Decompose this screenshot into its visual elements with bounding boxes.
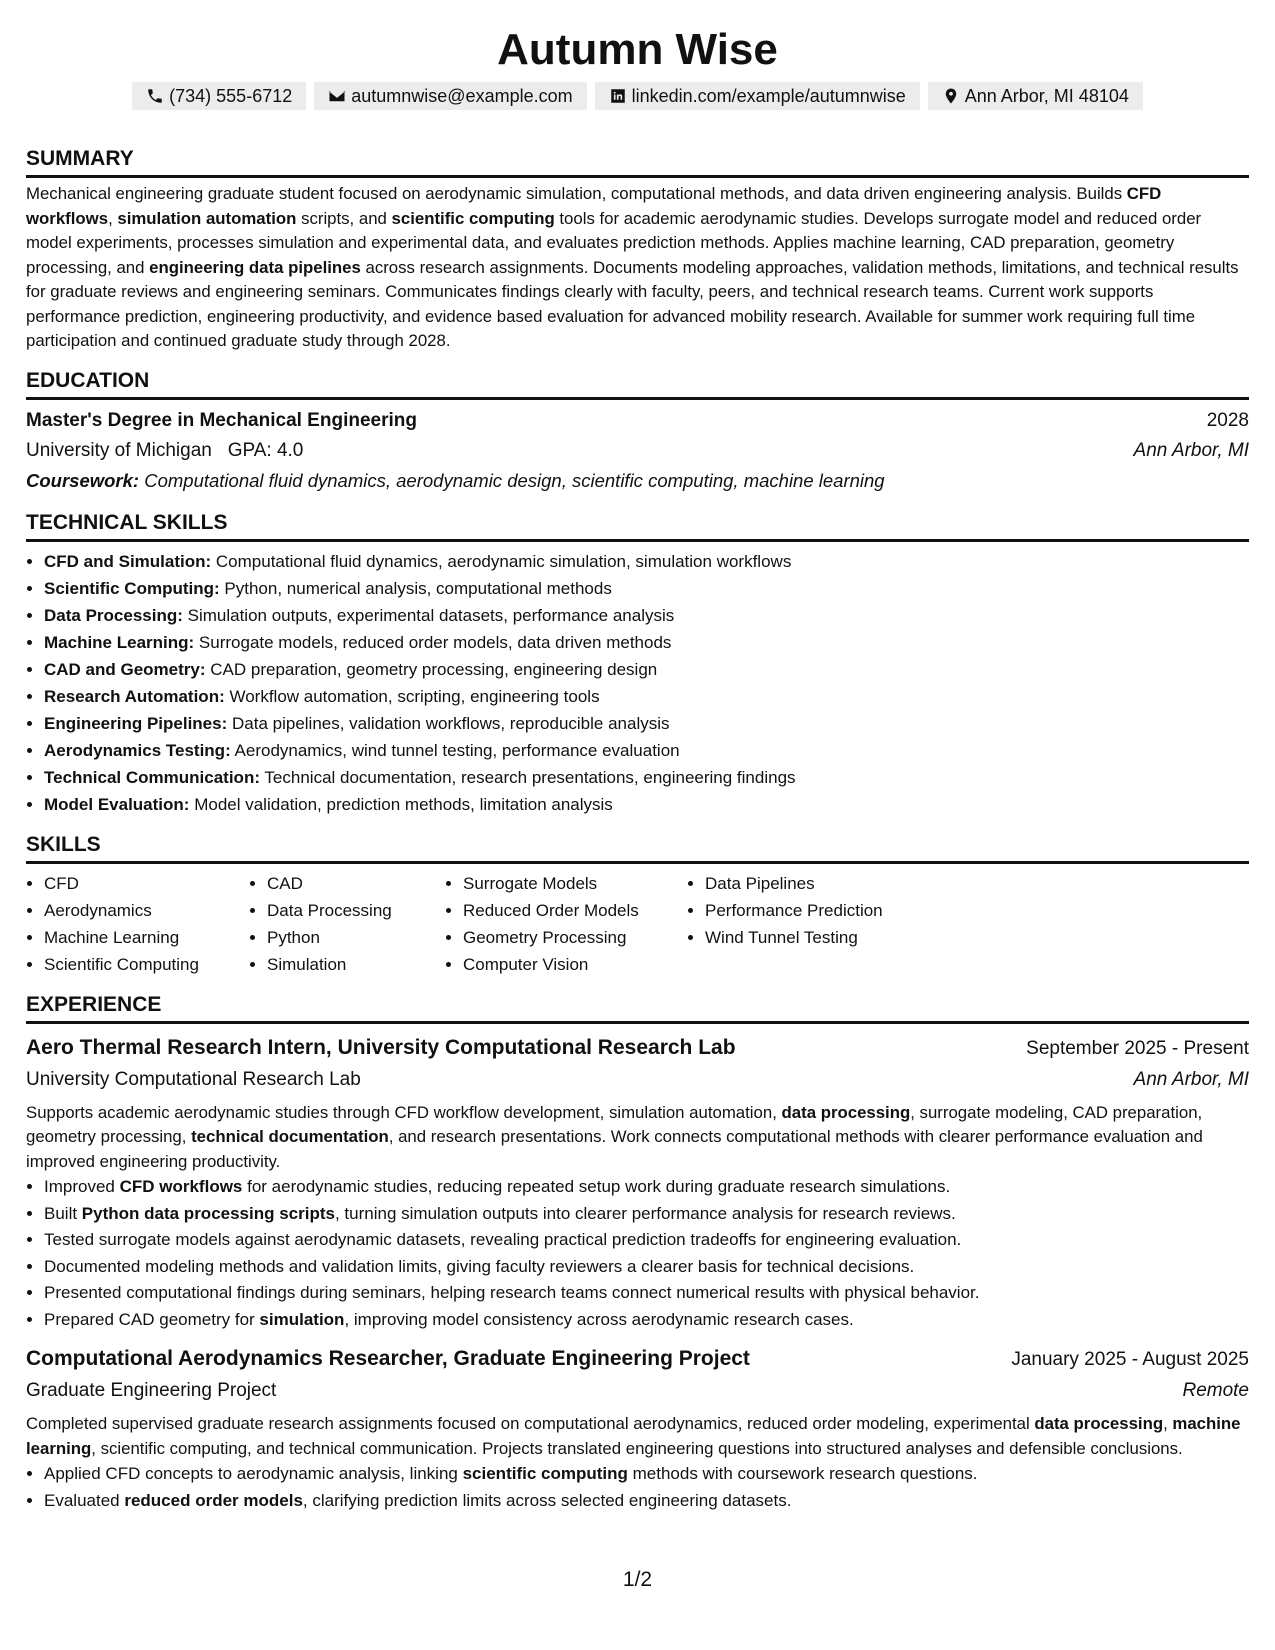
technical-skill-label: Scientific Computing: [44, 578, 220, 598]
contact-bar [26, 82, 1249, 110]
linkedin-icon [609, 87, 627, 105]
job-summary [26, 1101, 1249, 1175]
skills-column [445, 870, 687, 978]
contact-linkedin[interactable] [595, 82, 920, 110]
skill-item: • Data Processing [267, 897, 445, 924]
technical-skill-item [44, 629, 1249, 656]
job-bullets [26, 1461, 1249, 1514]
phone-icon [146, 87, 164, 105]
school-name: University of Michigan [26, 439, 212, 461]
technical-skill-text: CAD preparation, geometry processing, engineering design [210, 659, 658, 679]
location-pin-icon [942, 87, 960, 105]
skill-item: • Scientific Computing [44, 951, 249, 978]
technical-skill-label: Research Automation: [44, 686, 225, 706]
skills-heading: SKILLS [26, 832, 1249, 864]
technical-skill-item [44, 791, 1249, 818]
job-organization: Graduate Engineering Project [26, 1380, 277, 1401]
contact-email[interactable] [314, 82, 586, 110]
experience-section [26, 992, 1249, 1515]
job-bullet [44, 1174, 1249, 1201]
technical-skill-label: Technical Communication: [44, 767, 260, 787]
job-title: Aero Thermal Research Intern, University Computational Research Lab [26, 1035, 736, 1059]
technical-skill-text: Workflow automation, scripting, engineering tools [229, 686, 600, 706]
job-summary [26, 1412, 1249, 1461]
skill-item: • Geometry Processing [463, 924, 687, 951]
technical-skill-text: Surrogate models, reduced order models, data driven methods [198, 632, 672, 652]
contact-linkedin-text: linkedin.com/example/autumnwise [631, 86, 906, 106]
technical-skills-heading: TECHNICAL SKILLS [26, 510, 1249, 542]
technical-skills-list [26, 548, 1249, 818]
gpa: GPA: 4.0 [227, 439, 304, 461]
bold-phrase: engineering data pipelines [149, 257, 361, 277]
degree-year: 2028 [1206, 409, 1249, 431]
text-run: Supports academic aerodynamic studies through CFD workflow development, simulation automation, [26, 1102, 782, 1122]
experience-entry [26, 1343, 1249, 1514]
skill-item: • Aerodynamics [44, 897, 249, 924]
coursework-label: Coursework: [26, 469, 140, 491]
technical-skill-label: CAD and Geometry: [44, 659, 206, 679]
text-run: tools for academic aerodynamic studies. Develops surrogate model and reduced order model experiments, processes simulation and experimental data, and evaluates prediction methods. Applies machine learning, CAD preparation, geometry processing, and [26, 208, 1202, 277]
job-location: Remote [1182, 1380, 1249, 1401]
technical-skill-text: Simulation outputs, experimental datasets, performance analysis [187, 605, 675, 625]
contact-phone-text: (734) 555-6712 [169, 86, 293, 106]
bold-phrase: technical documentation [191, 1127, 389, 1146]
coursework-text: Computational fluid dynamics, aerodynamic design, scientific computing, machine learning [144, 469, 885, 491]
skill-item: • Surrogate Models [463, 870, 687, 897]
technical-skill-item [44, 548, 1249, 575]
bold-phrase: machine learning [26, 1414, 1241, 1458]
job-dates: September 2025 - Present [1026, 1037, 1249, 1059]
technical-skill-label: Engineering Pipelines: [44, 713, 228, 733]
job-bullet [44, 1461, 1249, 1488]
experience-entry [26, 1032, 1249, 1334]
text-run: , turning simulation outputs into clearer performance analysis for research reviews. [334, 1203, 956, 1223]
text-run: scripts, and [296, 208, 392, 228]
degree-title: Master's Degree in Mechanical Engineering [26, 409, 417, 431]
text-run: across research assignments. Documents modeling approaches, validation methods, limitations, and technical results for graduate reviews and engineering seminars. Communicates findings clearly with faculty, peers, and technical research teams. Current work supports performance prediction, engineering productivity, and evidence based evaluation for advanced mobility research. Available for summer work requiring full time participation and continued graduate study through 2028. [26, 257, 1239, 350]
candidate-name: Autumn Wise [497, 25, 778, 74]
technical-skill-label: CFD and Simulation: [44, 551, 212, 571]
technical-skill-label: Machine Learning: [44, 632, 195, 652]
job-bullet [44, 1488, 1249, 1515]
technical-skill-item [44, 764, 1249, 791]
text-run: for aerodynamic studies, reducing repeated setup work during graduate research simulations. [242, 1177, 951, 1196]
envelope-icon [328, 87, 346, 105]
text-run: , [108, 208, 118, 228]
bold-phrase: scientific computing [391, 208, 555, 228]
skill-item: • CAD [267, 870, 445, 897]
technical-skill-label: Model Evaluation: [44, 794, 190, 814]
technical-skill-text: Aerodynamics, wind tunnel testing, performance evaluation [234, 740, 680, 760]
skills-section [26, 832, 1249, 978]
school-location: Ann Arbor, MI [1133, 439, 1249, 461]
summary-heading: SUMMARY [26, 146, 1249, 178]
text-run: Tested surrogate models against aerodynamic datasets, revealing practical prediction tradeoffs for engineering evaluation. [44, 1230, 962, 1249]
text-run: , clarifying prediction limits across selected engineering datasets. [302, 1490, 792, 1510]
text-run: Presented computational findings during seminars, helping research teams connect numerical results with physical behavior. [44, 1283, 980, 1302]
text-run: Mechanical engineering graduate student focused on aerodynamic simulation, computational methods, and data driven engineering analysis. Builds [26, 184, 1127, 203]
skill-item: • Simulation [267, 951, 445, 978]
job-bullet [44, 1254, 1249, 1281]
technical-skill-text: Data pipelines, validation workflows, reproducible analysis [232, 713, 670, 733]
technical-skill-text: Computational fluid dynamics, aerodynamic simulation, simulation workflows [215, 551, 792, 571]
coursework-line [26, 466, 1249, 496]
job-bullet [44, 1227, 1249, 1254]
skills-grid [26, 870, 1249, 978]
text-run: Documented modeling methods and validation limits, giving faculty reviewers a clearer basis for technical decisions. [44, 1256, 915, 1276]
text-run: Applied CFD concepts to aerodynamic analysis, linking [44, 1464, 463, 1483]
bold-phrase: CFD workflows [26, 184, 1162, 228]
technical-skill-item [44, 602, 1249, 629]
bold-phrase: reduced order models [124, 1490, 303, 1510]
text-run: , [1163, 1414, 1173, 1433]
technical-skill-text: Python, numerical analysis, computational methods [224, 578, 612, 598]
job-location: Ann Arbor, MI [1133, 1068, 1249, 1090]
skill-item: • Wind Tunnel Testing [705, 924, 945, 951]
skills-column [26, 870, 249, 978]
skill-item: • Python [267, 924, 445, 951]
skill-item: • Machine Learning [44, 924, 249, 951]
school-line [26, 436, 303, 466]
bold-phrase: CFD workflows [119, 1177, 243, 1196]
skill-item: • Performance Prediction [705, 897, 945, 924]
bold-phrase: data processing [1034, 1414, 1164, 1433]
bold-phrase: Python data processing scripts [81, 1203, 335, 1223]
technical-skill-item [44, 683, 1249, 710]
text-run: , surrogate modeling, CAD preparation, geometry processing, [26, 1102, 1203, 1146]
education-heading: EDUCATION [26, 368, 1249, 400]
technical-skill-item [44, 656, 1249, 683]
text-run: , and research presentations. Work connects computational methods with clearer performance evaluation and improved engineering productivity. [26, 1127, 1203, 1171]
technical-skill-label: Aerodynamics Testing: [44, 740, 231, 760]
technical-skill-item [44, 575, 1249, 602]
text-run: Completed supervised graduate research assignments focused on computational aerodynamics, reduced order modeling, experimental [26, 1414, 1035, 1433]
text-run: methods with coursework research questions. [627, 1464, 978, 1483]
summary-text [26, 182, 1249, 354]
page-number: 1/2 [622, 1568, 653, 1591]
job-bullet [44, 1201, 1249, 1228]
bold-phrase: simulation automation [117, 208, 297, 228]
text-run: , improving model consistency across aerodynamic research cases. [344, 1309, 854, 1329]
skill-item: • Reduced Order Models [463, 897, 687, 924]
text-run: , scientific computing, and technical communication. Projects translated engineering questions into structured analyses and defensible conclusions. [91, 1438, 1183, 1458]
education-section [26, 368, 1249, 496]
job-bullet [44, 1307, 1249, 1334]
skill-item: • CFD [44, 870, 249, 897]
bold-phrase: simulation [259, 1309, 345, 1329]
contact-location-text: Ann Arbor, MI 48104 [964, 86, 1129, 106]
experience-jobs [26, 1032, 1249, 1515]
contact-phone[interactable] [132, 82, 306, 110]
job-bullet [44, 1280, 1249, 1307]
experience-heading: EXPERIENCE [26, 992, 1249, 1024]
contact-location [928, 82, 1143, 110]
technical-skill-item [44, 710, 1249, 737]
job-organization: University Computational Research Lab [26, 1068, 361, 1090]
skill-item: • Data Pipelines [705, 870, 945, 897]
text-run: Evaluated [44, 1490, 125, 1510]
bold-phrase: scientific computing [462, 1464, 628, 1483]
skills-column [249, 870, 445, 978]
summary-section [26, 146, 1249, 354]
technical-skill-text: Model validation, prediction methods, limitation analysis [194, 794, 613, 814]
skill-item: • Computer Vision [463, 951, 687, 978]
technical-skills-section [26, 510, 1249, 818]
job-title: Computational Aerodynamics Researcher, Graduate Engineering Project [26, 1347, 750, 1370]
technical-skill-text: Technical documentation, research presentations, engineering findings [264, 767, 796, 787]
job-bullets [26, 1174, 1249, 1333]
job-dates: January 2025 - August 2025 [1011, 1349, 1249, 1370]
bold-phrase: data processing [781, 1102, 911, 1122]
technical-skill-item [44, 737, 1249, 764]
text-run: Prepared CAD geometry for [44, 1309, 260, 1329]
contact-email-text: autumnwise@example.com [351, 86, 573, 106]
text-run: Built [44, 1203, 82, 1223]
technical-skill-label: Data Processing: [44, 605, 183, 625]
text-run: Improved [44, 1177, 120, 1196]
skills-column [687, 870, 945, 978]
